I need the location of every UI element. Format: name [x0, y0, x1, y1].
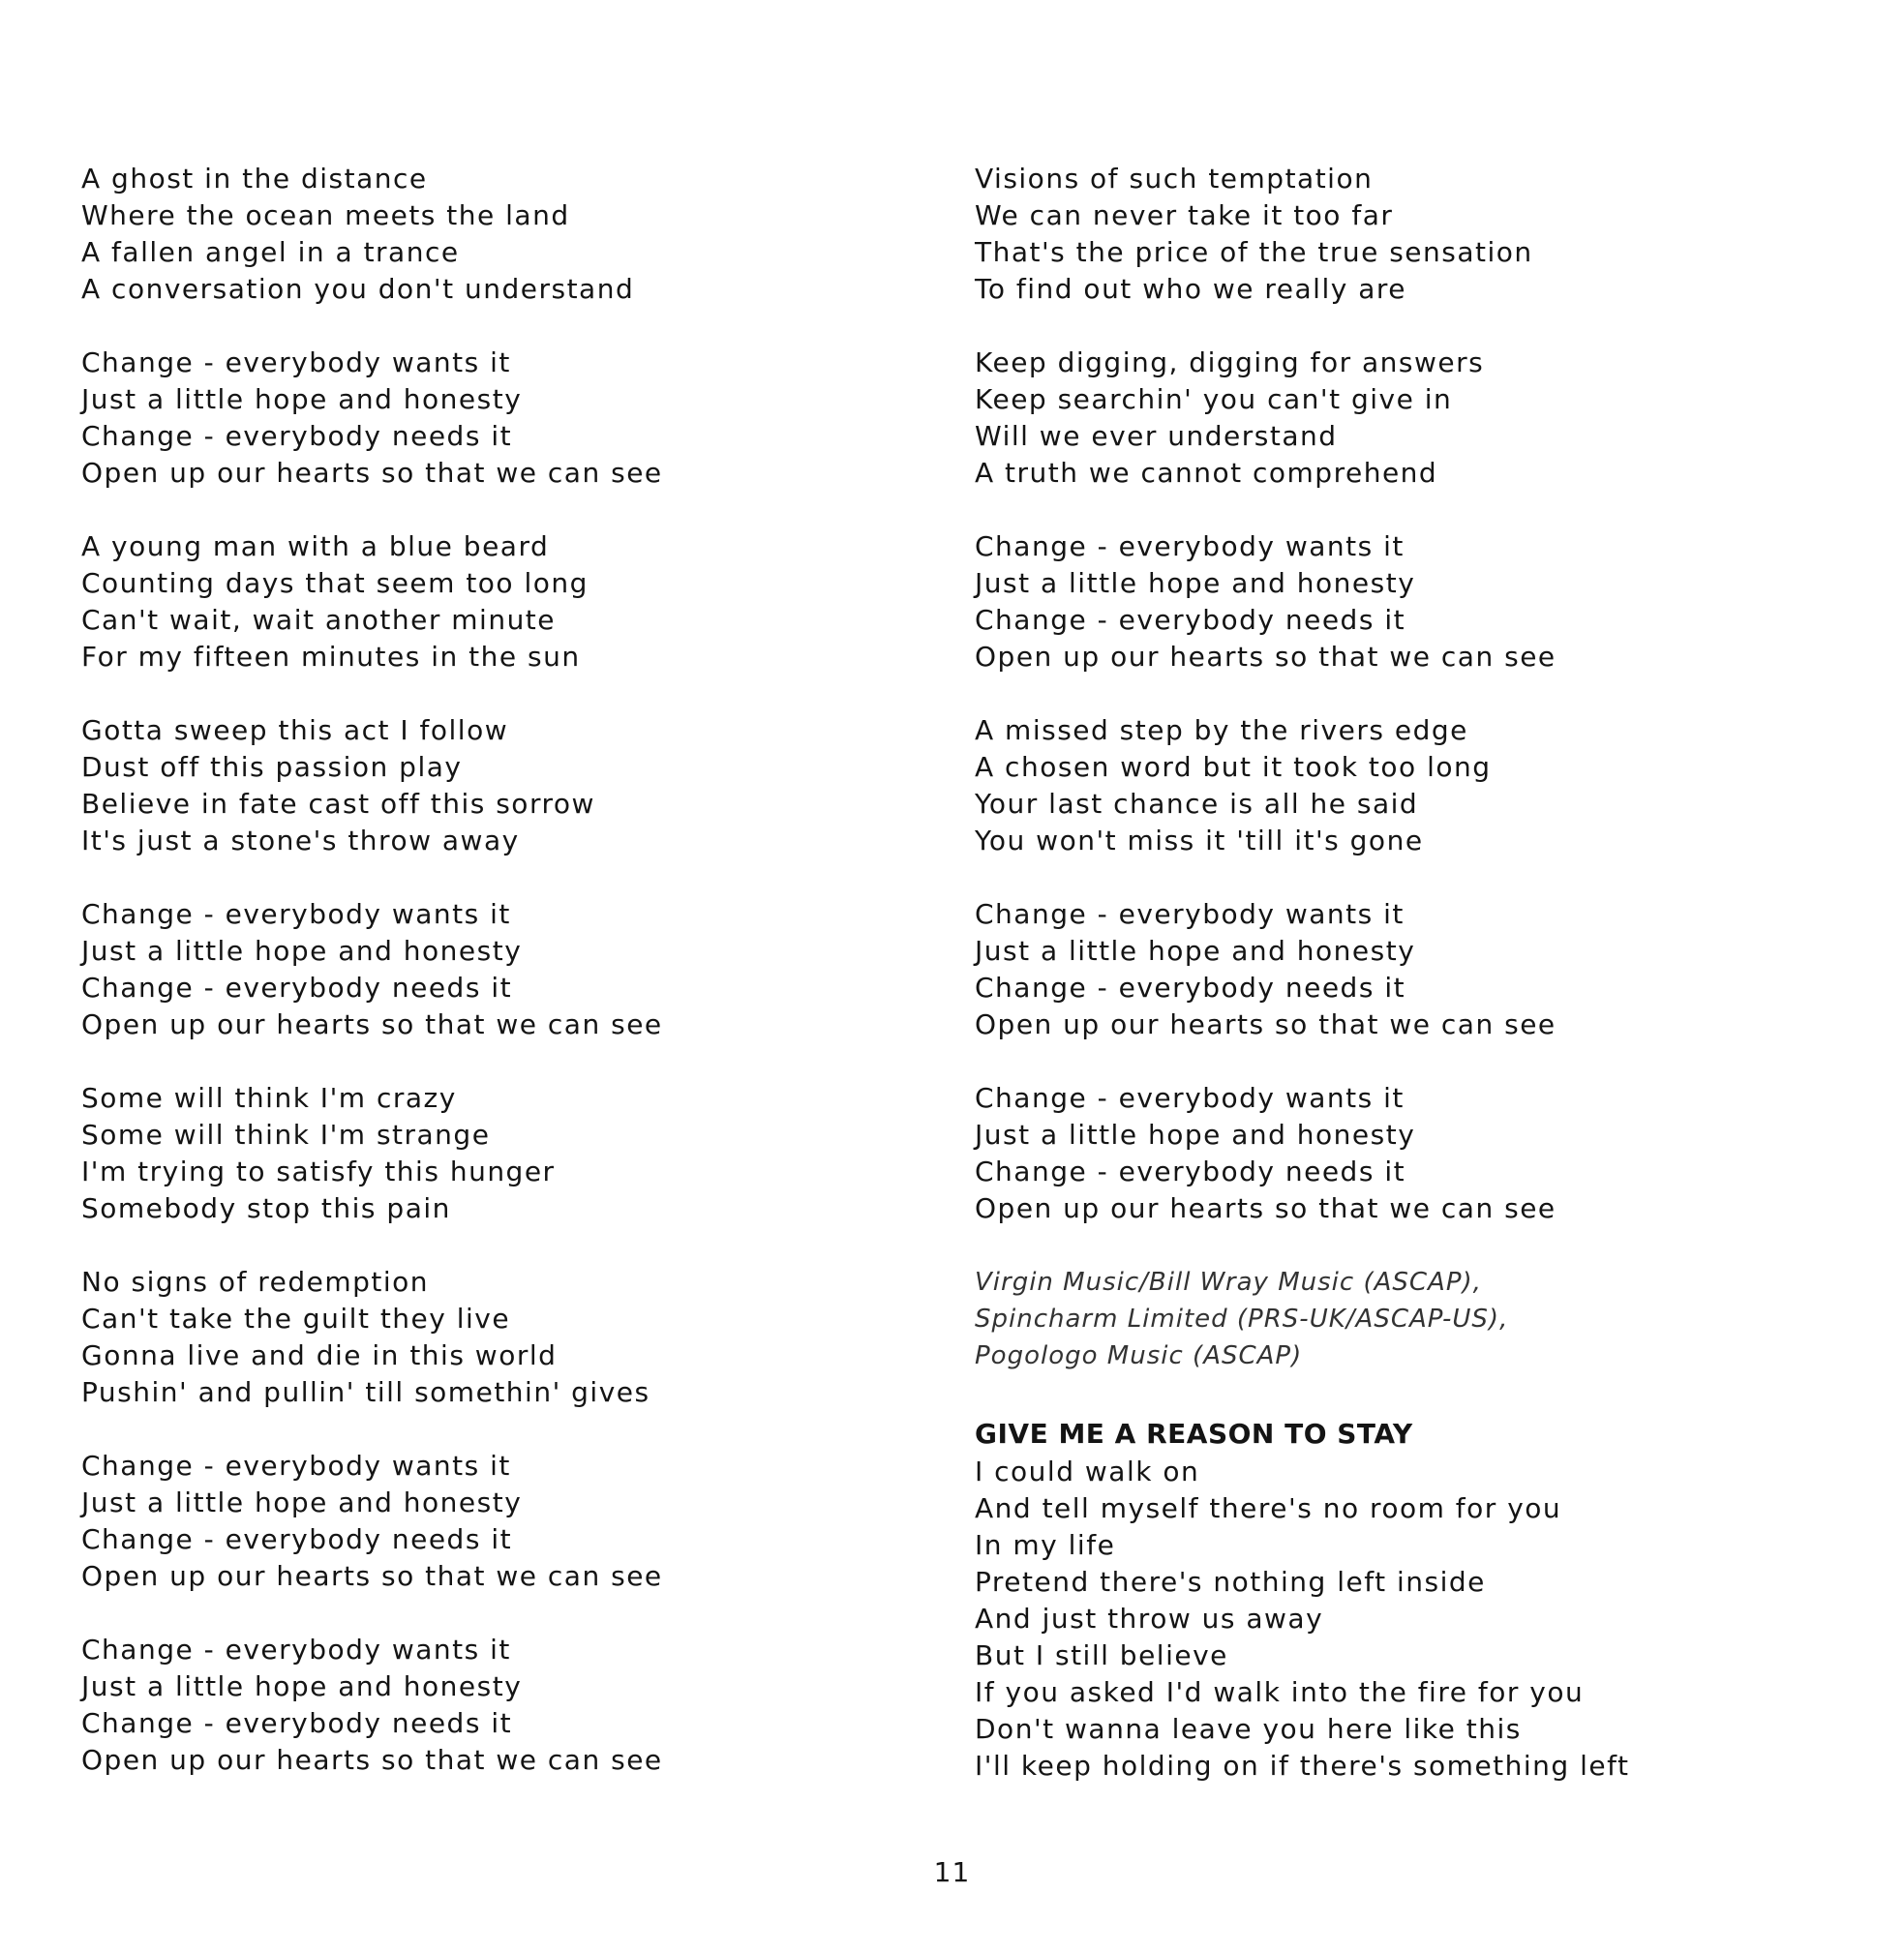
lyric-line: Where the ocean meets the land: [81, 199, 570, 231]
lyric-line: Change - everybody needs it: [975, 604, 1406, 636]
stanza: [81, 1448, 933, 1595]
lyric-line: Just a little hope and honesty: [975, 935, 1416, 967]
lyric-line: It's just a stone's throw away: [81, 825, 520, 856]
lyric-line: You won't miss it 'till it's gone: [975, 825, 1424, 856]
stanza: [975, 345, 1846, 492]
stanza: [975, 1080, 1846, 1227]
lyric-line: Keep digging, digging for answers: [975, 346, 1485, 378]
lyric-line: Change - everybody wants it: [81, 1634, 511, 1666]
lyric-line: Change - everybody needs it: [81, 1707, 513, 1739]
lyric-line: Visions of such temptation: [975, 163, 1374, 195]
stanza: [81, 1264, 933, 1411]
stanza: [81, 161, 933, 308]
stanza: [975, 528, 1846, 676]
lyric-line: And tell myself there's no room for you: [975, 1492, 1562, 1524]
right-lyrics-column: [975, 161, 1846, 1785]
lyric-line: Change - everybody wants it: [81, 1450, 511, 1482]
lyric-line: To find out who we really are: [975, 273, 1406, 305]
lyric-line: A chosen word but it took too long: [975, 751, 1492, 783]
stanza: [81, 712, 933, 859]
lyric-line: For my fifteen minutes in the sun: [81, 641, 581, 673]
lyric-line: No signs of redemption: [81, 1266, 430, 1298]
lyric-line: Open up our hearts so that we can see: [81, 1744, 663, 1776]
lyric-line: I could walk on: [975, 1456, 1200, 1487]
credit-line: Virgin Music/Bill Wray Music (ASCAP),: [975, 1268, 1482, 1297]
lyric-line: Some will think I'm crazy: [81, 1082, 457, 1114]
lyric-line: Change - everybody wants it: [81, 898, 511, 930]
lyric-line: In my life: [975, 1529, 1116, 1561]
lyric-line: Can't take the guilt they live: [81, 1303, 511, 1335]
song-title: GIVE ME A REASON TO STAY: [975, 1418, 1413, 1450]
lyric-line: Dust off this passion play: [81, 751, 463, 783]
stanza: [81, 1632, 933, 1779]
lyric-line: Open up our hearts so that we can see: [975, 1008, 1556, 1040]
stanza: [81, 896, 933, 1043]
lyric-line: Change - everybody wants it: [975, 530, 1405, 562]
lyric-line: Pretend there's nothing left inside: [975, 1566, 1486, 1598]
lyric-line: I'll keep holding on if there's something left: [975, 1750, 1630, 1782]
lyric-line: Gonna live and die in this world: [81, 1339, 558, 1371]
stanza: [81, 528, 933, 676]
lyric-line: Just a little hope and honesty: [81, 1670, 523, 1702]
lyric-line: I'm trying to satisfy this hunger: [81, 1156, 556, 1187]
next-song-lyrics: [975, 1454, 1846, 1785]
lyric-line: Just a little hope and honesty: [81, 1487, 523, 1518]
lyric-line: Change - everybody needs it: [81, 972, 513, 1004]
lyric-line: Open up our hearts so that we can see: [975, 1192, 1556, 1224]
lyric-line: Change - everybody needs it: [81, 420, 513, 452]
lyric-line: If you asked I'd walk into the fire for you: [975, 1676, 1585, 1708]
lyric-line: Believe in fate cast off this sorrow: [81, 788, 595, 820]
lyric-line: Somebody stop this pain: [81, 1192, 451, 1224]
lyric-line: Change - everybody needs it: [975, 1156, 1406, 1187]
lyric-line: Will we ever understand: [975, 420, 1338, 452]
page-number: 11: [933, 1856, 971, 1888]
stanza: [81, 1080, 933, 1227]
lyric-line: Just a little hope and honesty: [81, 935, 523, 967]
credit-line: Pogologo Music (ASCAP): [975, 1341, 1303, 1370]
lyric-line: That's the price of the true sensation: [975, 236, 1533, 268]
credit-line: Spincharm Limited (PRS-UK/ASCAP-US),: [975, 1305, 1509, 1334]
lyric-line: Pushin' and pullin' till somethin' gives: [81, 1376, 650, 1408]
lyric-line: Just a little hope and honesty: [975, 567, 1416, 599]
lyric-line: Counting days that seem too long: [81, 567, 589, 599]
stanza: [81, 345, 933, 492]
lyric-line: Change - everybody wants it: [975, 1082, 1405, 1114]
lyric-line: Open up our hearts so that we can see: [81, 1008, 663, 1040]
publishing-credits: [975, 1264, 1846, 1374]
lyric-line: A conversation you don't understand: [81, 273, 635, 305]
lyric-line: A truth we cannot comprehend: [975, 457, 1438, 489]
lyric-line: And just throw us away: [975, 1603, 1324, 1635]
lyric-line: Just a little hope and honesty: [975, 1119, 1416, 1151]
lyric-line: Change - everybody wants it: [975, 898, 1405, 930]
lyric-line: But I still believe: [975, 1639, 1228, 1671]
right-stanzas: [975, 161, 1846, 1227]
lyric-line: Don't wanna leave you here like this: [975, 1713, 1522, 1745]
lyric-line: A fallen angel in a trance: [81, 236, 460, 268]
lyric-line: We can never take it too far: [975, 199, 1394, 231]
lyric-line: Your last chance is all he said: [975, 788, 1419, 820]
lyric-line: A missed step by the rivers edge: [975, 714, 1468, 746]
lyric-line: Just a little hope and honesty: [81, 383, 523, 415]
lyric-line: Open up our hearts so that we can see: [81, 457, 663, 489]
stanza: [975, 161, 1846, 308]
lyric-line: Change - everybody needs it: [81, 1523, 513, 1555]
lyric-line: Open up our hearts so that we can see: [975, 641, 1556, 673]
left-lyrics-column: [81, 161, 933, 1779]
stanza: [975, 896, 1846, 1043]
lyric-line: A ghost in the distance: [81, 163, 428, 195]
lyric-line: Can't wait, wait another minute: [81, 604, 557, 636]
lyric-line: Change - everybody wants it: [81, 346, 511, 378]
lyric-line: Change - everybody needs it: [975, 972, 1406, 1004]
lyric-line: Some will think I'm strange: [81, 1119, 491, 1151]
lyric-line: Open up our hearts so that we can see: [81, 1560, 663, 1592]
stanza: [975, 712, 1846, 859]
lyric-line: Gotta sweep this act I follow: [81, 714, 509, 746]
lyric-line: A young man with a blue beard: [81, 530, 550, 562]
lyric-line: Keep searchin' you can't give in: [975, 383, 1453, 415]
